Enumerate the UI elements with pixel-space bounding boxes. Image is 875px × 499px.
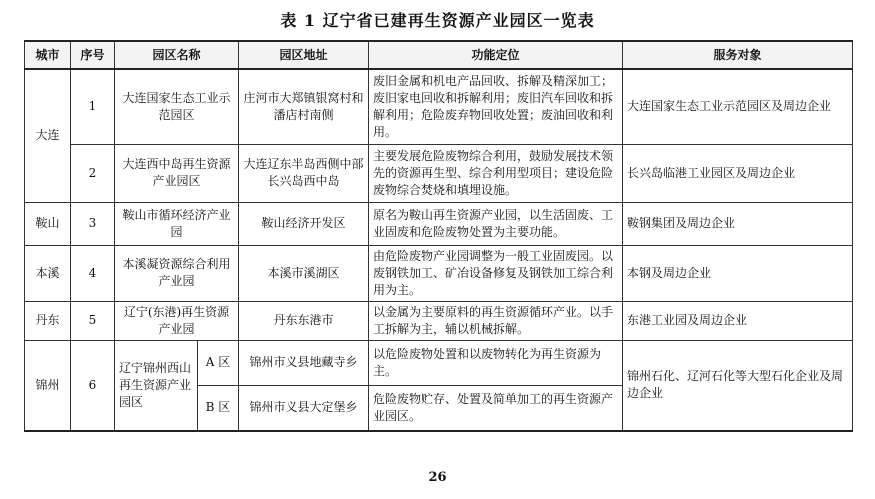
cell-address: 丹东东港市 (239, 301, 369, 340)
cell-city: 锦州 (25, 340, 71, 431)
cell-no: 4 (71, 245, 115, 301)
table-row (25, 69, 853, 144)
cell-no: 5 (71, 301, 115, 340)
cell-service: 大连国家生态工业示范园区及周边企业 (623, 69, 853, 144)
cell-address: 本溪市溪湖区 (239, 245, 369, 301)
cell-name: 大连西中岛再生资源产业园区 (115, 144, 239, 202)
cell-function-b: 危险废物贮存、处置及简单加工的再生资源产业园区。 (369, 385, 623, 430)
header-function: 功能定位 (369, 41, 623, 69)
header-service: 服务对象 (623, 41, 853, 69)
cell-service: 锦州石化、辽河石化等大型石化企业及周边企业 (623, 340, 853, 431)
cell-function: 以金属为主要原料的再生资源循环产业。以手工拆解为主，辅以机械拆解。 (369, 301, 623, 340)
cell-zone-a: A 区 (198, 341, 239, 386)
table-header-row (25, 41, 853, 69)
cell-function-a: 以危险废物处置和以废物转化为再生资源为主。 (369, 340, 623, 385)
header-city: 城市 (25, 41, 71, 69)
table-title: 表 1 辽宁省已建再生资源产业园区一览表 (280, 11, 595, 30)
cell-city: 鞍山 (25, 202, 71, 245)
cell-service: 东港工业园及周边企业 (623, 301, 853, 340)
cell-no: 2 (71, 144, 115, 202)
cell-city: 大连 (25, 69, 71, 202)
cell-name-split (115, 340, 239, 431)
zone-subtable (115, 341, 238, 430)
table-row (25, 144, 853, 202)
cell-address: 鞍山经济开发区 (239, 202, 369, 245)
cell-service: 鞍钢集团及周边企业 (623, 202, 853, 245)
table-row (25, 245, 853, 301)
cell-name: 鞍山市循环经济产业园 (115, 202, 239, 245)
cell-function: 主要发展危险废物综合利用，鼓励发展技术领先的资源再生型、综合利用型项目；建设危险废物综合焚烧和填埋设施。 (369, 144, 623, 202)
cell-zone-b: B 区 (205, 400, 231, 414)
cell-address: 大连辽东半岛西侧中部长兴岛西中岛 (239, 144, 369, 202)
cell-address: 庄河市大郑镇银窝村和潘店村南侧 (239, 69, 369, 144)
header-no: 序号 (71, 41, 115, 69)
page-number: 26 (428, 470, 447, 485)
cell-city: 本溪 (25, 245, 71, 301)
cell-address-a: 锦州市义县地藏寺乡 (239, 340, 369, 385)
cell-no: 1 (71, 69, 115, 144)
cell-name: 大连国家生态工业示范园区 (115, 69, 239, 144)
cell-service: 本钢及周边企业 (623, 245, 853, 301)
cell-no: 6 (71, 340, 115, 431)
cell-city: 丹东 (25, 301, 71, 340)
cell-function: 废旧金属和机电产品回收、拆解及精深加工；废旧家电回收和拆解利用；废旧汽车回收和拆解利用；危险废弃物回收处置；废油回收和利用。 (369, 69, 623, 144)
parks-table (24, 40, 853, 432)
table-row (25, 301, 853, 340)
cell-function: 原名为鞍山再生资源产业园，以生活固废、工业固废和危险废物处置为主要功能。 (369, 202, 623, 245)
cell-no: 3 (71, 202, 115, 245)
cell-function: 由危险废物产业园调整为一般工业固废园。以废钢铁加工、矿冶设备修复及钢铁加工综合利用为主。 (369, 245, 623, 301)
cell-address-b: 锦州市义县大定堡乡 (239, 385, 369, 430)
cell-name: 辽宁锦州西山再生资源产业园区 (115, 341, 198, 430)
cell-service: 长兴岛临港工业园区及周边企业 (623, 144, 853, 202)
cell-name: 本溪凝资源综合利用产业园 (115, 245, 239, 301)
header-name: 园区名称 (115, 41, 239, 69)
table-row (25, 340, 853, 385)
table-container (24, 40, 852, 432)
table-row (25, 202, 853, 245)
header-address: 园区地址 (239, 41, 369, 69)
cell-name: 辽宁(东港)再生资源产业园 (115, 301, 239, 340)
